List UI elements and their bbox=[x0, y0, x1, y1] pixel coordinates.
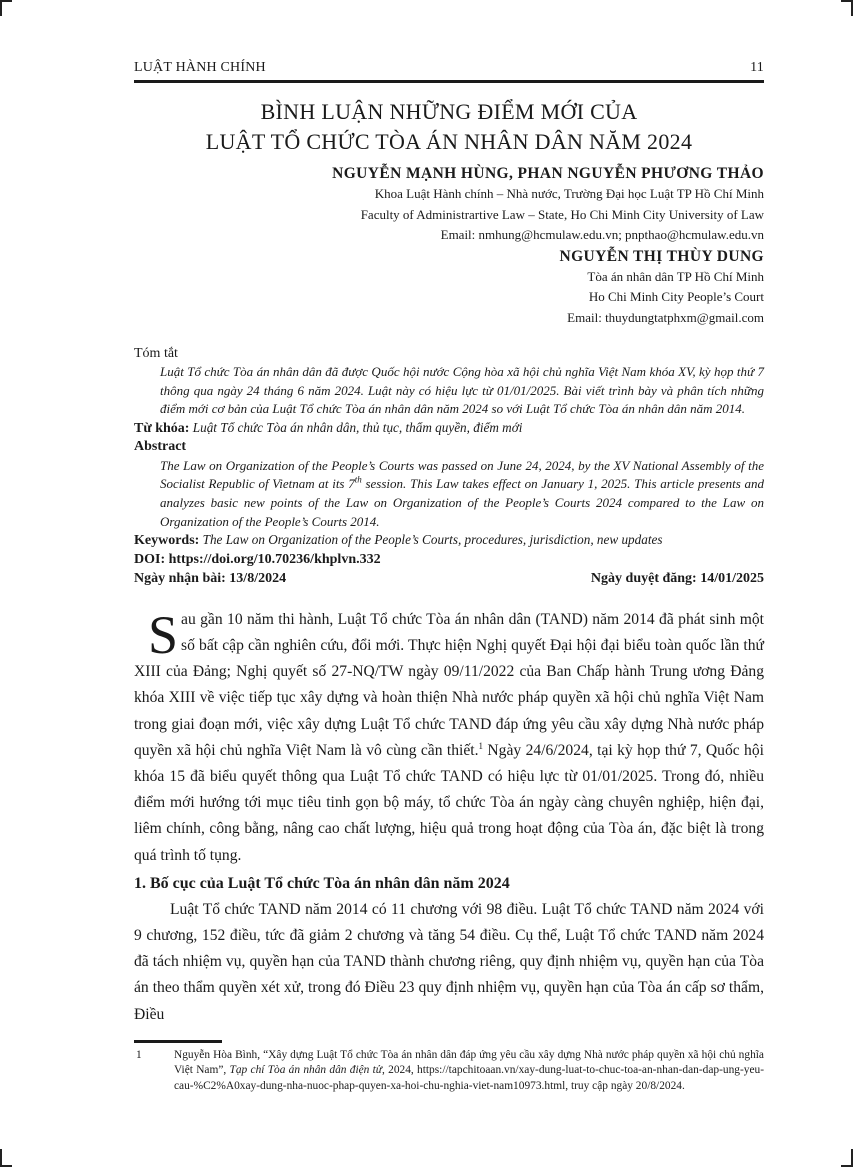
author-email[interactable]: Email: thuydungtatphxm@gmail.com bbox=[567, 309, 764, 325]
keywords-vi-text: Luật Tổ chức Tòa án nhân dân, thủ tục, thẩm quyền, điểm mới bbox=[192, 419, 523, 435]
title-line-2: LUẬT TỔ CHỨC TÒA ÁN NHÂN DÂN NĂM 2024 bbox=[205, 129, 693, 154]
journal-page bbox=[134, 56, 764, 1095]
crop-mark-bottom-right bbox=[841, 1149, 853, 1167]
doi-link[interactable]: DOI: https://doi.org/10.70236/khplvn.332 bbox=[134, 551, 381, 567]
keywords-en-label: Keywords: bbox=[134, 533, 200, 549]
author-names: NGUYỄN THỊ THÙY DUNG bbox=[559, 247, 764, 265]
footnote-text bbox=[174, 1048, 764, 1095]
title-line-1: BÌNH LUẬN NHỮNG ĐIỂM MỚI CỦA bbox=[260, 99, 638, 124]
date-received: Ngày nhận bài: 13/8/2024 bbox=[134, 570, 287, 586]
running-head bbox=[134, 56, 764, 76]
summary-text: Luật Tổ chức Tòa án nhân dân đã được Quốc hội nước Cộng hòa xã hội chủ nghĩa Việt Nam khóa XV, kỳ họp thứ 7 thông qua ngày 24 tháng 6 năm 2024. Luật này có hiệu lực từ 01/01/2025. Bài viết trình bày và phân tích những điểm mới cơ bản của Luật Tổ chức Tòa án nhân dân năm 2024 so với Luật Tổ chức Tòa án nhân dân năm 2014. bbox=[160, 364, 764, 417]
date-accepted: Ngày duyệt đăng: 14/01/2025 bbox=[590, 570, 764, 586]
author-block-1 bbox=[134, 163, 764, 246]
article-dates bbox=[134, 569, 764, 589]
footnote-journal-title: Tạp chí Tòa án nhân dân điện tử bbox=[229, 1064, 383, 1077]
section-1-paragraph: Luật Tổ chức TAND năm 2014 có 11 chương với 98 điều. Luật Tổ chức TAND năm 2024 với 9 chương, 152 điều, tức đã giảm 2 chương và tăng 54 điều. Cụ thể, Luật Tổ chức TAND năm 2024 đã tách nhiệm vụ, quyền hạn của TAND thành chương riêng, quy định nhiệm vụ, quyền hạn của Tòa án theo thẩm quyền xét xử, trong đó Điều 23 quy định nhiệm vụ, quyền hạn của Tòa án cấp sơ thẩm, Điều bbox=[134, 900, 764, 1023]
keywords-en-text: The Law on Organization of the People’s Courts, procedures, jurisdiction, new updates bbox=[202, 532, 663, 548]
page-number: 11 bbox=[750, 60, 764, 75]
intro-text-part-1: au gần 10 năm thi hành, Luật Tổ chức Tòa án nhân dân (TAND) năm 2014 đã phát sinh một số bất cập cần nghiên cứu, đổi mới. Thực hiện Nghị quyết Đại hội đại biểu toàn quốc lần thứ XIII của Đảng; Nghị quyết số 27-NQ/TW ngày 09/11/2022 của Ban Chấp hành Trung ương Đảng khóa XIII về việc tiếp tục xây dựng và hoàn thiện Nhà nước pháp quyền xã hội chủ nghĩa Việt Nam trong giai đoạn mới, việc xây dựng Luật Tổ chức TAND đáp ứng yêu cầu xây dựng Nhà nước pháp quyền xã hội chủ nghĩa Việt Nam là vô cùng cần thiết. bbox=[134, 610, 764, 759]
affiliation-en: Ho Chi Minh City People’s Court bbox=[588, 289, 764, 304]
ordinal-superscript: th bbox=[354, 475, 362, 486]
footnote-ref-1[interactable]: 1 bbox=[478, 740, 484, 751]
affiliation-vi: Khoa Luật Hành chính – Nhà nước, Trường Đại học Luật TP Hồ Chí Minh bbox=[374, 186, 764, 201]
intro-paragraph bbox=[134, 604, 764, 869]
intro-text-part-2: Ngày 24/6/2024, tại kỳ họp thứ 7, Quốc hội khóa 15 đã biểu quyết thông qua Luật Tổ chức TAND có hiệu lực từ 01/01/2025. Trong đó, nhiều điểm mới hướng tới mục tiêu tinh gọn bộ máy, tổ chức Tòa án ngày càng chuyên nghiệp, hiện đại, liêm chính, công bằng, nâng cao chất lượng, hiệu quả trong hoạt động của Tòa án, đặc biệt là trong quá trình tố tụng. bbox=[134, 741, 764, 864]
affiliation-en: Faculty of Administrartive Law – State, Ho Chi Minh City University of Law bbox=[360, 206, 764, 222]
footnote-url[interactable]: , 2024, https://tapchitoaan.vn/xay-dung-luat-to-chuc-toa-an-nhan-dan-dap-ung-yeu-cau-%C2%A0xay-dung-nha-nuoc-phap-quyen-xa-hoi-chu-nghia-viet-nam10973.html, truy cập ngày 20/8/2024. bbox=[174, 1064, 764, 1093]
footnote-1 bbox=[134, 1048, 764, 1095]
abstract-label: Abstract bbox=[134, 439, 187, 455]
article-title bbox=[134, 97, 764, 157]
summary-label: Tóm tắt bbox=[134, 346, 178, 361]
abstract-text-part-2: session. This Law takes effect on January 1, 2025. This article presents and analyzes basic new points of the Law on Organization of the People’s Courts 2024 compared to the Law on Organization of the People’s Courts 2014. bbox=[160, 476, 764, 529]
abstract-text bbox=[134, 457, 764, 531]
affiliation-vi: Tòa án nhân dân TP Hồ Chí Minh bbox=[587, 268, 764, 284]
author-block-2 bbox=[134, 246, 764, 329]
drop-cap: S bbox=[148, 604, 179, 665]
crop-mark-top-right bbox=[841, 0, 853, 16]
author-names: NGUYỄN MẠNH HÙNG, PHAN NGUYỄN PHƯƠNG THẢO bbox=[332, 165, 764, 182]
footnote-separator bbox=[134, 1040, 222, 1043]
abstract-text-part-1: The Law on Organization of the People’s Courts was passed on June 24, 2024, by the XV National Assembly of the Socialist Republic of Vietnam at its 7 bbox=[160, 457, 764, 492]
running-head-section: LUẬT HÀNH CHÍNH bbox=[134, 60, 266, 75]
author-email[interactable]: Email: nmhung@hcmulaw.edu.vn; pnpthao@hcmulaw.edu.vn bbox=[440, 227, 764, 242]
crop-mark-top-left bbox=[0, 0, 12, 16]
keywords-vi bbox=[134, 419, 764, 439]
keywords-en bbox=[134, 531, 764, 551]
footnote-text-part-1: Nguyễn Hòa Bình, “Xây dựng Luật Tổ chức Tòa án nhân dân đáp ứng yêu cầu xây dựng Nhà nước pháp quyền xã hội chủ nghĩa Việt Nam”, bbox=[174, 1048, 764, 1077]
header-rule bbox=[134, 80, 764, 83]
section-heading-1: 1. Bố cục của Luật Tổ chức Tòa án nhân dân năm 2024 bbox=[134, 874, 510, 892]
crop-mark-bottom-left bbox=[0, 1149, 12, 1167]
footnote-number: 1 bbox=[136, 1048, 142, 1061]
keywords-vi-label: Từ khóa: bbox=[134, 420, 190, 436]
